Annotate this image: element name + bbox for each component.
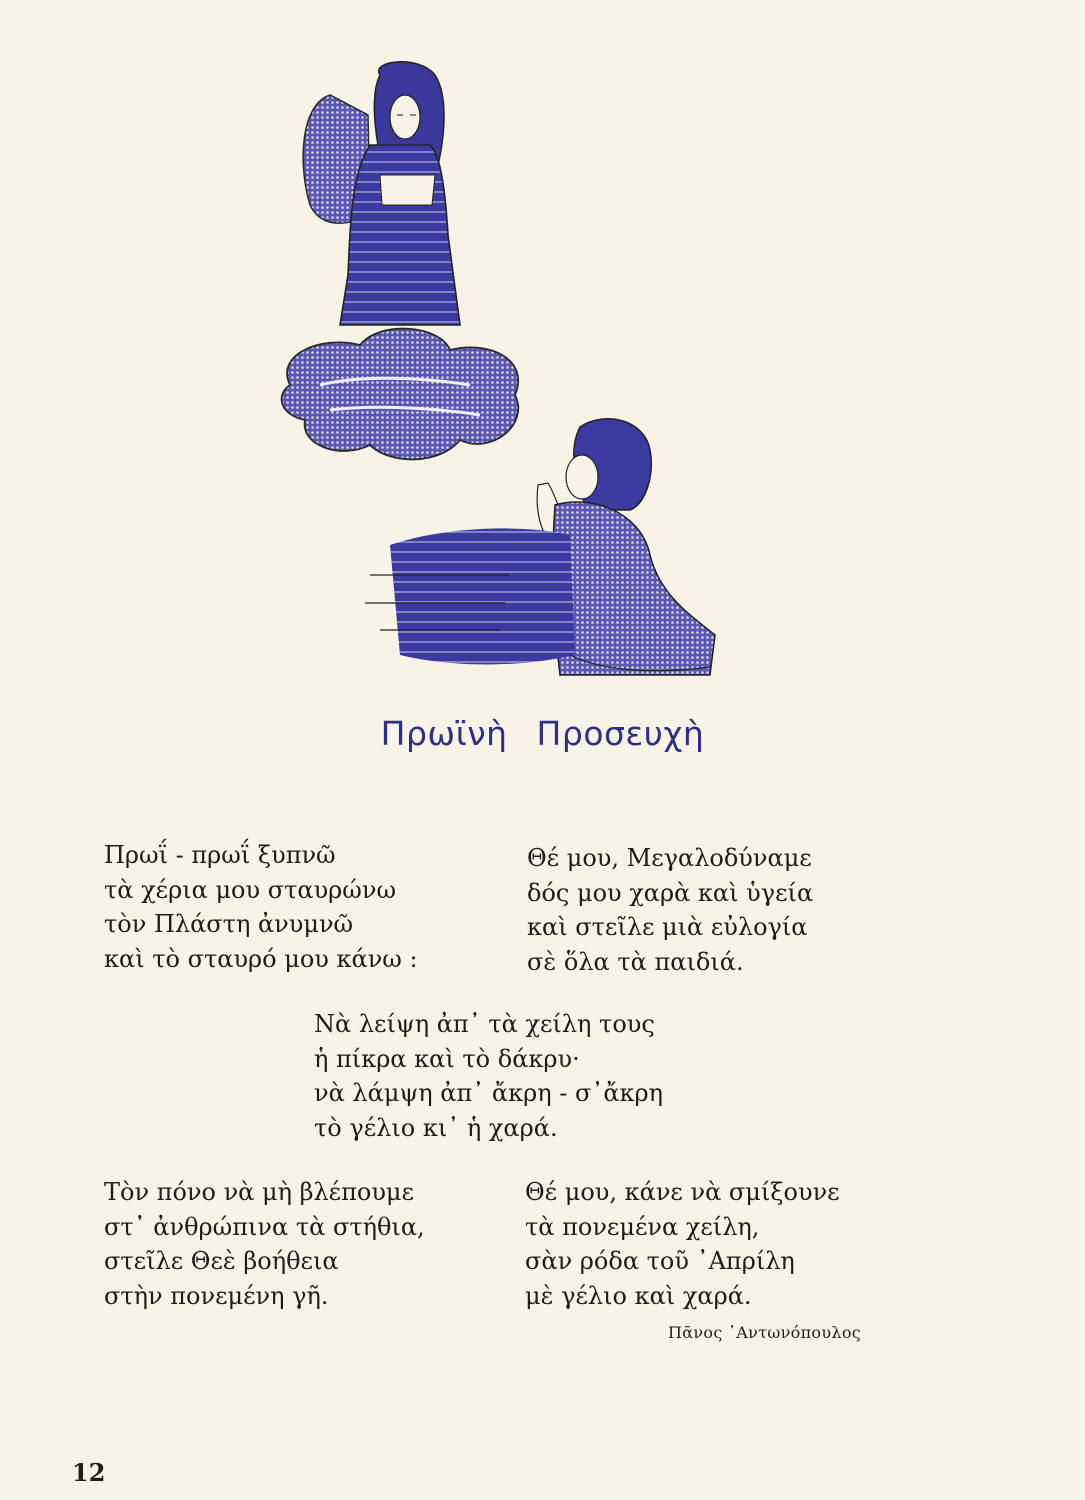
page-number: 12: [72, 1458, 106, 1487]
verse-line: μὲ γέλιο καὶ χαρά.: [525, 1281, 752, 1310]
verse-line: τὰ πονεμένα χείλη,: [525, 1212, 760, 1241]
poem-title: Πρωϊνὴ Προσευχὴ: [380, 714, 705, 753]
verse-line: τὰ χέρια μου σταυρώνω: [104, 875, 397, 904]
verse-line: καὶ στεῖλε μιὰ εὐλογία: [527, 913, 808, 941]
verse-line: σὰν ρόδα τοῦ ᾽Απρίλη: [525, 1247, 795, 1275]
verse-line: Θέ μου, κάνε νὰ σμίξουνε: [525, 1178, 840, 1206]
stanza-1: [104, 838, 418, 976]
verse-line: νὰ λάμψη ἀπ᾽ ἄκρη - σ᾽ἄκρη: [314, 1079, 664, 1107]
cloud: [282, 329, 519, 460]
verse-line: τὸ γέλιο κι᾽ ἡ χαρά.: [314, 1113, 558, 1142]
verse-line: τὸν Πλάστη ἀνυμνῶ: [104, 910, 354, 938]
verse-line: δός μου χαρὰ καὶ ὑγεία: [527, 878, 814, 907]
angel-and-praying-child-illustration: [270, 55, 750, 695]
verse-line: Πρωΐ - πρωΐ ξυπνῶ: [104, 841, 336, 869]
stanza-5: [525, 1175, 840, 1313]
verse-line: Νὰ λείψη ἀπ᾽ τὰ χείλη τους: [314, 1010, 655, 1038]
verse-line: στὴν πονεμένη γῆ.: [104, 1281, 329, 1310]
verse-line: ἡ πίκρα καὶ τὸ δάκρυ·: [314, 1044, 580, 1073]
verse-line: Θέ μου, Μεγαλοδύναμε: [527, 844, 812, 872]
verse-line: στεῖλε Θεὲ βοήθεια: [104, 1247, 339, 1275]
verse-line: σὲ ὅλα τὰ παιδιά.: [527, 947, 744, 976]
stanza-4: [104, 1175, 425, 1313]
author-credit: Πᾶνος ᾽Αντωνόπουλος: [668, 1323, 862, 1342]
angel-figure: [303, 62, 460, 370]
stanza-3: [314, 1007, 663, 1145]
verse-line: στ᾽ ἀνθρώπινα τὰ στήθια,: [104, 1212, 425, 1241]
verse-line: καὶ τὸ σταυρό μου κάνω :: [104, 944, 418, 973]
verse-line: Τὸν πόνο νὰ μὴ βλέπουμε: [104, 1178, 414, 1206]
stanza-2: [527, 841, 813, 979]
